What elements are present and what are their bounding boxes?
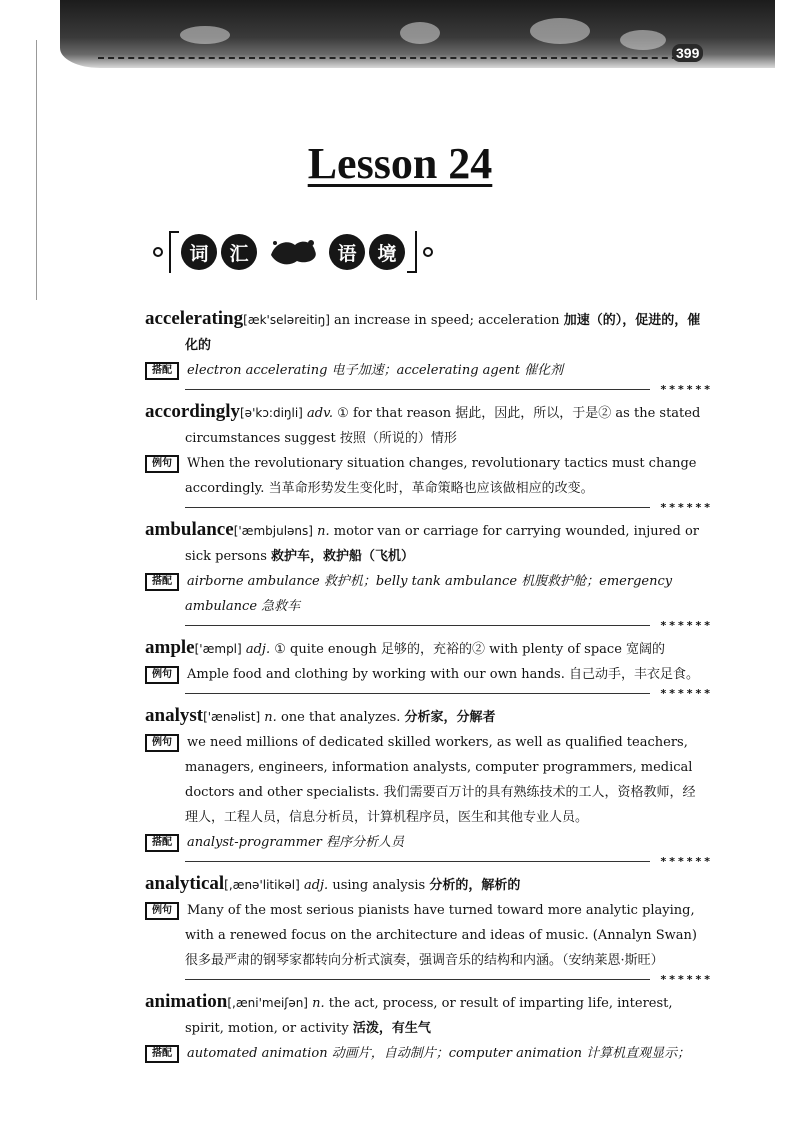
entry-headline bbox=[145, 703, 705, 730]
entry-word: animation bbox=[145, 991, 228, 1012]
entry-accordingly bbox=[145, 399, 713, 514]
entry-pos: adj. bbox=[245, 642, 271, 657]
entry-definition: using analysis bbox=[332, 878, 426, 893]
collocation-tag: 搭配 bbox=[145, 834, 179, 852]
entry-ample bbox=[145, 635, 713, 700]
entry-separator: ****** bbox=[185, 687, 713, 699]
entry-analyst bbox=[145, 703, 713, 868]
entry-separator: ****** bbox=[185, 501, 713, 513]
entry-phonetic: ['ænəlist] bbox=[203, 710, 261, 724]
entry-headline bbox=[145, 306, 705, 358]
entry-chinese: 救护车，救护船（飞机） bbox=[271, 549, 415, 564]
ink-splash-icon bbox=[267, 237, 319, 267]
entry-headline bbox=[145, 399, 705, 451]
entry-pos: adv. bbox=[307, 406, 334, 421]
entry-line-text: electron accelerating 电子加速；accelerating agent 催化剂 bbox=[187, 363, 564, 378]
entry-definition: an increase in speed; acceleration bbox=[334, 313, 560, 328]
entry-definition: motor van or carriage for carrying wounded, injured or sick persons bbox=[185, 524, 700, 564]
entry-animation bbox=[145, 989, 705, 1066]
entry-definition: the act, process, or result of imparting life, interest, spirit, motion, or activity bbox=[185, 996, 673, 1036]
banner-char-1: 词 bbox=[181, 234, 217, 270]
banner-char-2: 汇 bbox=[221, 234, 257, 270]
entry-line bbox=[145, 898, 705, 973]
entry-chinese: 加速（的），促进的，催化的 bbox=[185, 313, 701, 353]
entry-accelerating bbox=[145, 306, 713, 396]
entry-word: accordingly bbox=[145, 401, 240, 422]
banner-char-4: 境 bbox=[369, 234, 405, 270]
banner-bracket-left bbox=[169, 231, 179, 273]
entry-line-text: we need millions of dedicated skilled workers, as well as qualified teachers, managers, engineers, information analysts, computer programmers, medical doctors and other specialists. 我们需要百万计的具有熟练技术的工人，资格教师，经理人，工程人员，信息分析员，计算机程序员，医生和其他专业人员。 bbox=[185, 735, 696, 825]
entry-definition: one that analyzes. bbox=[280, 710, 401, 725]
entry-phonetic: [æk'seləreitiŋ] bbox=[243, 313, 330, 327]
entry-line bbox=[145, 1041, 705, 1066]
banner-dot-icon bbox=[153, 247, 163, 257]
banner-dot-icon bbox=[423, 247, 433, 257]
entry-separator: ****** bbox=[185, 973, 713, 985]
entry-line bbox=[145, 569, 705, 619]
entry-analytical bbox=[145, 871, 713, 986]
vocabulary-list bbox=[145, 306, 713, 1066]
example-tag: 例句 bbox=[145, 902, 179, 920]
entry-line-text: analyst-programmer 程序分析人员 bbox=[187, 835, 405, 850]
example-tag: 例句 bbox=[145, 734, 179, 752]
entry-line bbox=[145, 358, 705, 383]
section-banner bbox=[147, 228, 439, 276]
entry-phonetic: ['æmpl] bbox=[194, 642, 242, 656]
entry-pos: n. bbox=[264, 710, 277, 725]
entry-line bbox=[145, 662, 705, 687]
collocation-tag: 搭配 bbox=[145, 573, 179, 591]
entry-definition: ① quite enough 足够的，充裕的② with plenty of space 宽阔的 bbox=[274, 642, 666, 657]
entry-ambulance bbox=[145, 517, 713, 632]
entry-line-text: automated animation 动画片，自动制片；computer animation 计算机直观显示； bbox=[187, 1046, 691, 1061]
entry-headline bbox=[145, 989, 705, 1041]
collocation-tag: 搭配 bbox=[145, 1045, 179, 1063]
entry-chinese: 分析家，分解者 bbox=[404, 710, 496, 725]
banner-char-3: 语 bbox=[329, 234, 365, 270]
entry-line bbox=[145, 830, 705, 855]
entry-phonetic: [,ænə'litikəl] bbox=[224, 878, 300, 892]
banner-bracket-right bbox=[407, 231, 417, 273]
entry-line-text: airborne ambulance 救护机；belly tank ambulance 机腹救护舱；emergency ambulance 急救车 bbox=[185, 574, 673, 614]
entry-phonetic: [ə'kɔ:diŋli] bbox=[240, 406, 303, 420]
example-tag: 例句 bbox=[145, 666, 179, 684]
entry-line bbox=[145, 451, 705, 501]
entry-headline bbox=[145, 871, 705, 898]
entry-chinese: 分析的，解析的 bbox=[429, 878, 521, 893]
collocation-tag: 搭配 bbox=[145, 362, 179, 380]
entry-phonetic: ['æmbjuləns] bbox=[233, 524, 313, 538]
lesson-title: Lesson 24 bbox=[307, 139, 493, 188]
entry-separator: ****** bbox=[185, 855, 713, 867]
entry-pos: adj. bbox=[303, 878, 329, 893]
header-dashed-line bbox=[98, 57, 698, 59]
page-number: 399 bbox=[672, 44, 703, 62]
entry-phonetic: [,æni'meiʃən] bbox=[227, 996, 308, 1010]
entry-headline bbox=[145, 635, 705, 662]
entry-pos: n. bbox=[312, 996, 325, 1011]
entry-word: ambulance bbox=[145, 519, 234, 540]
entry-pos: n. bbox=[317, 524, 330, 539]
entry-line-text: Ample food and clothing by working with our own hands. 自己动手，丰衣足食。 bbox=[187, 667, 699, 682]
entry-word: analyst bbox=[145, 705, 204, 726]
entry-chinese: 活泼，有生气 bbox=[352, 1021, 431, 1036]
entry-definition: ① for that reason 据此，因此，所以，于是② as the stated circumstances suggest 按照（所说的）情形 bbox=[185, 406, 701, 446]
entry-word: ample bbox=[145, 637, 195, 658]
entry-separator: ****** bbox=[185, 383, 713, 395]
entry-separator: ****** bbox=[185, 619, 713, 631]
entry-line bbox=[145, 730, 705, 830]
entry-headline bbox=[145, 517, 705, 569]
example-tag: 例句 bbox=[145, 455, 179, 473]
entry-line-text: Many of the most serious pianists have turned toward more analytic playing, with a renewed focus on the architecture and ideas of music. (Annalyn Swan) 很多最严肃的钢琴家都转向分析式演奏，强调音乐的结构和内涵。（安纳莱恩·斯旺） bbox=[185, 903, 697, 968]
entry-word: analytical bbox=[145, 873, 225, 894]
entry-line-text: When the revolutionary situation changes, revolutionary tactics must change accordingly. 当革命形势发生变化时，革命策略也应该做相应的改变。 bbox=[185, 456, 697, 496]
entry-word: accelerating bbox=[145, 308, 244, 329]
